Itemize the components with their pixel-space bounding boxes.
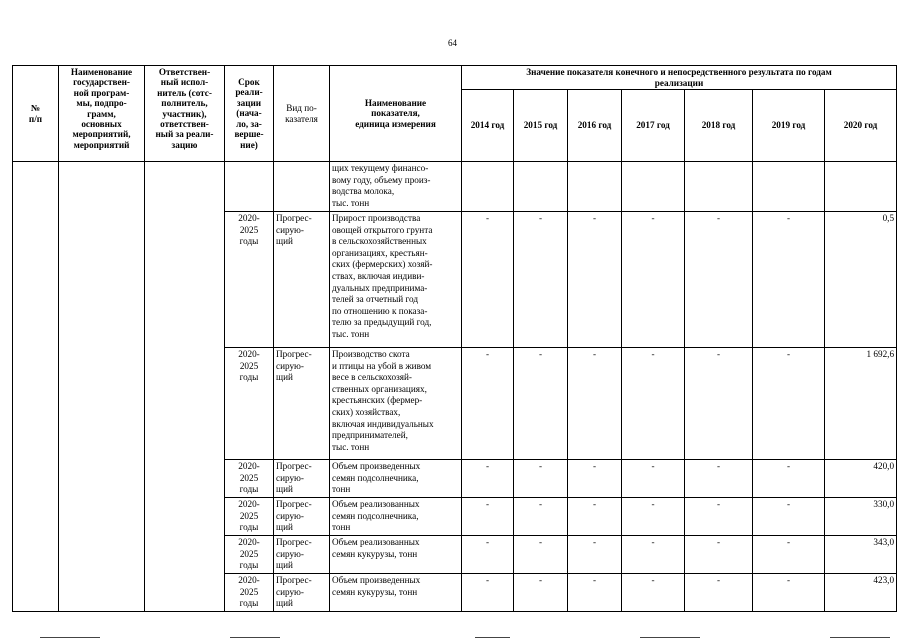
cell-year-value — [568, 460, 622, 498]
header-indicator-name-text: Наименование показателя, единица измерения — [355, 97, 436, 129]
cell-year-value — [462, 536, 514, 574]
cell-term-text: 2020- 2025 годы — [238, 213, 260, 247]
table-row — [13, 162, 897, 212]
cell-year-value — [753, 460, 825, 498]
cell-year-value — [462, 574, 514, 612]
cell-indicator-type-text: Прогрес- сирую- щий — [276, 537, 312, 571]
cell-year-value-text: - — [592, 499, 597, 509]
cell-year-value-text: - — [592, 213, 597, 223]
cell-year-value-text: - — [538, 575, 543, 585]
cell-year-value-text: - — [716, 499, 721, 509]
cell-year-value — [685, 536, 753, 574]
cell-indicator-name-text: щих текущему финансо- вому году, объему произ- водства молока, тыс. тонн — [332, 163, 431, 208]
table-body — [13, 162, 897, 612]
cell-year-value-text: - — [716, 213, 721, 223]
cell-year-value — [622, 348, 685, 460]
page-number: 64 — [448, 38, 457, 48]
cell-indicator-name — [330, 212, 462, 348]
cell-year-value — [825, 348, 897, 460]
cell-year-value-text: - — [651, 461, 655, 471]
cell-year-value — [685, 574, 753, 612]
cell-year-value — [685, 460, 753, 498]
cell-term — [225, 162, 274, 212]
cell-year-value-text: - — [716, 537, 721, 547]
cell-year-value-text: - — [592, 461, 597, 471]
cell-year-value — [825, 460, 897, 498]
header-year: 2018 год — [685, 90, 753, 162]
header-num — [13, 66, 59, 162]
cell-year-value — [825, 498, 897, 536]
cell-term — [225, 460, 274, 498]
header-year: 2016 год — [568, 90, 622, 162]
cell-indicator-type-text: Прогрес- сирую- щий — [276, 349, 312, 383]
cell-indicator-type-text: Прогрес- сирую- щий — [276, 461, 312, 495]
cell-term — [225, 212, 274, 348]
cell-year-value-text: - — [538, 213, 543, 223]
cell-indicator-name — [330, 574, 462, 612]
cell-year-value — [685, 498, 753, 536]
cell-year-value — [462, 498, 514, 536]
cell-year-value — [685, 162, 753, 212]
cell-year-value — [753, 212, 825, 348]
cell-year-value — [753, 498, 825, 536]
cell-indicator-type-text: Прогрес- сирую- щий — [276, 213, 312, 247]
cell-year-value — [462, 460, 514, 498]
cell-year-value — [514, 348, 568, 460]
cell-year-value — [753, 574, 825, 612]
cell-indicator-name — [330, 460, 462, 498]
cell-year-value-text: 423,0 — [873, 575, 895, 585]
cell-year-value — [462, 348, 514, 460]
header-executor — [145, 66, 225, 162]
cell-year-value — [685, 348, 753, 460]
cell-indicator-name-text: Производство скота и птицы на убой в живом весе в сельскохозяй- ственных организациях, крестьянских (фермер- ских) хозяйствах, включая индивидуальных предпринимателей, тыс. тонн — [332, 349, 434, 452]
cell-year-value-text: - — [485, 499, 490, 509]
header-term — [225, 66, 274, 162]
cell-year-value-text: - — [786, 213, 791, 223]
cell-indicator-name — [330, 498, 462, 536]
cell-year-value-text: - — [592, 537, 597, 547]
cell-year-value-text: - — [786, 461, 791, 471]
header-year: 2019 год — [753, 90, 825, 162]
cell-year-value — [568, 574, 622, 612]
cell-indicator-name — [330, 348, 462, 460]
cell-year-value-text: - — [485, 575, 490, 585]
cell-year-value — [825, 536, 897, 574]
cell-year-value — [514, 498, 568, 536]
cell-year-value — [825, 162, 897, 212]
cell-indicator-type-text: Прогрес- сирую- щий — [276, 499, 312, 533]
header-group-title-text: Значение показателя конечного и непосредственного результата по годам реализации — [526, 67, 832, 88]
cell-indicator-name-text: Прирост производства овощей открытого грунта в сельскохозяйственных организациях, крестьян- ских (фермерских) хозяй- ствах, включая индиви- дуальных предпринима- телей за отчетный год по отношению к показа- телю за предыдущий год, тыс. тонн — [332, 213, 433, 339]
cell-year-value-text: - — [651, 575, 655, 585]
cell-term — [225, 498, 274, 536]
cell-year-value — [568, 498, 622, 536]
cell-year-value-text: - — [651, 213, 655, 223]
cell-year-value-text: 343,0 — [873, 537, 895, 547]
cell-term-text: 2020- 2025 годы — [238, 499, 260, 533]
cell-year-value — [622, 574, 685, 612]
cell-year-value — [568, 162, 622, 212]
cell-indicator-name-text: Объем реализованных семян подсолнечника, тонн — [332, 499, 420, 533]
cell-year-value-text: 330,0 — [873, 499, 895, 509]
cell-year-value — [462, 212, 514, 348]
cell-year-value-text: - — [538, 499, 543, 509]
cell-indicator-type — [274, 162, 330, 212]
cell-year-value-text: - — [485, 461, 490, 471]
cell-year-value-text: - — [716, 461, 721, 471]
cell-year-value-text: 420,0 — [873, 461, 895, 471]
cell-year-value — [685, 212, 753, 348]
cell-year-value-text: - — [716, 575, 721, 585]
cell-year-value-text: - — [485, 213, 490, 223]
cell-year-value — [514, 212, 568, 348]
cell-year-value-text: - — [786, 499, 791, 509]
cell-year-value — [462, 162, 514, 212]
cell-year-value-text: - — [485, 349, 490, 359]
cell-year-value — [753, 536, 825, 574]
header-indicator-name — [330, 66, 462, 162]
header-program — [59, 66, 145, 162]
cell-year-value-text: - — [651, 349, 655, 359]
cell-executor — [145, 162, 225, 612]
cell-year-value-text: - — [592, 349, 597, 359]
header-term-text: Срок реали- зации (нача- ло, за- верше- ние) — [234, 77, 264, 150]
cell-indicator-type-text: Прогрес- сирую- щий — [276, 575, 312, 609]
cell-year-value — [622, 212, 685, 348]
cell-year-value-text: - — [538, 349, 543, 359]
cell-year-value-text: - — [786, 575, 791, 585]
header-year: 2015 год — [514, 90, 568, 162]
cell-year-value — [622, 162, 685, 212]
cell-term-text: 2020- 2025 годы — [238, 575, 260, 609]
cell-year-value — [622, 460, 685, 498]
cell-year-value-text: - — [716, 349, 721, 359]
cell-year-value-text: - — [538, 537, 543, 547]
header-year: 2014 год — [462, 90, 514, 162]
cell-indicator-name — [330, 162, 462, 212]
cell-indicator-type — [274, 212, 330, 348]
header-group-title — [462, 66, 897, 90]
cell-indicator-type — [274, 348, 330, 460]
cell-term-text: 2020- 2025 годы — [238, 349, 260, 383]
header-num-text: № п/п — [28, 103, 43, 124]
cell-term-text: 2020- 2025 годы — [238, 461, 260, 495]
cell-num — [13, 162, 59, 612]
cell-year-value — [622, 498, 685, 536]
cell-indicator-name — [330, 536, 462, 574]
cell-term — [225, 574, 274, 612]
cell-year-value — [568, 536, 622, 574]
cell-year-value — [514, 536, 568, 574]
cell-term — [225, 348, 274, 460]
cell-year-value-text: 1 692,6 — [866, 349, 895, 359]
cell-year-value-text: - — [786, 349, 791, 359]
cell-year-value — [622, 536, 685, 574]
cell-year-value — [514, 162, 568, 212]
cell-term — [225, 536, 274, 574]
cell-indicator-type — [274, 498, 330, 536]
cell-indicator-name-text: Объем произведенных семян подсолнечника, тонн — [332, 461, 421, 495]
header-executor-text: Ответствен- ный испол- нитель (сотс- полнитель, участник), ответствен- ный за реали- зацию — [155, 67, 214, 150]
cell-year-value-text: - — [538, 461, 543, 471]
cell-year-value — [568, 348, 622, 460]
cell-year-value-text: - — [592, 575, 597, 585]
header-program-text: Наименование государствен- ной програм- мы, подпро- грамм, основных мероприятий, мероприятий — [70, 67, 133, 150]
cell-year-value — [514, 574, 568, 612]
cell-indicator-name-text: Объем реализованных семян кукурузы, тонн — [332, 537, 420, 559]
cell-year-value — [753, 348, 825, 460]
cell-year-value-text: - — [651, 537, 655, 547]
cell-year-value — [825, 212, 897, 348]
cell-year-value — [568, 212, 622, 348]
header-indicator-type — [274, 66, 330, 162]
cell-year-value — [753, 162, 825, 212]
header-year: 2020 год — [825, 90, 897, 162]
cell-year-value — [825, 574, 897, 612]
cell-year-value-text: 0,5 — [882, 213, 895, 223]
scan-bottom-marks — [0, 633, 905, 640]
cell-year-value — [514, 460, 568, 498]
cell-indicator-type — [274, 574, 330, 612]
cell-indicator-name-text: Объем произведенных семян кукурузы, тонн — [332, 575, 421, 597]
header-year: 2017 год — [622, 90, 685, 162]
cell-year-value-text: - — [651, 499, 655, 509]
cell-year-value-text: - — [485, 537, 490, 547]
header-indicator-type-text: Вид по- казателя — [285, 103, 318, 124]
cell-term-text: 2020- 2025 годы — [238, 537, 260, 571]
cell-year-value-text: - — [786, 537, 791, 547]
indicator-table — [12, 65, 897, 612]
cell-indicator-type — [274, 536, 330, 574]
cell-indicator-type — [274, 460, 330, 498]
cell-program — [59, 162, 145, 612]
